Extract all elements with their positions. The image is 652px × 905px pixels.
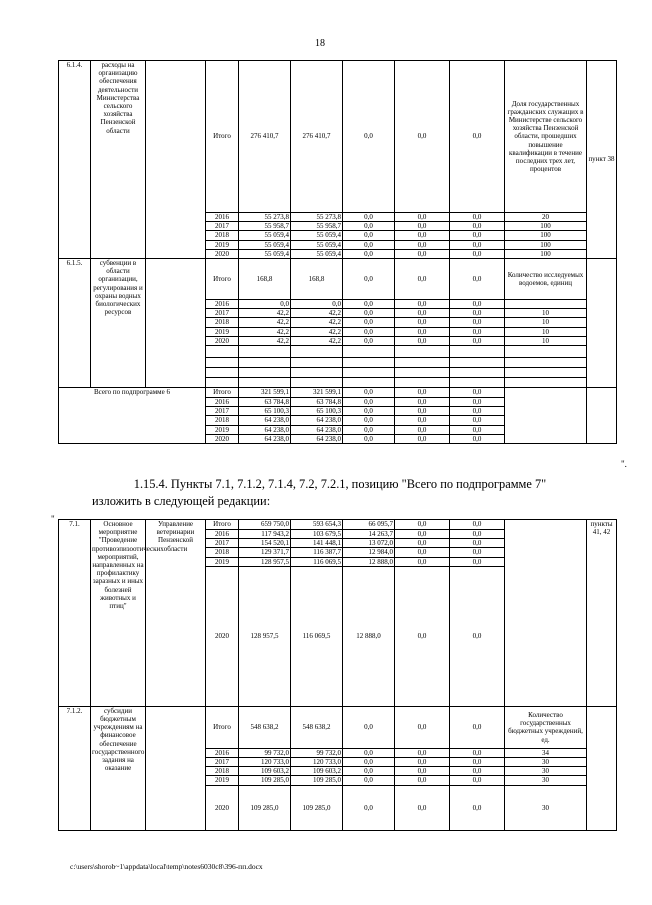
year-cell: 2020 <box>206 336 239 345</box>
total-cell: 42,2 <box>239 327 291 336</box>
indicator-cell <box>505 520 587 707</box>
total-cell: 64 238,0 <box>239 416 291 425</box>
federal-cell: 0,0 <box>343 434 395 443</box>
extrabudget-cell: 0,0 <box>450 318 505 327</box>
municipal-cell: 0,0 <box>395 758 450 767</box>
municipal-cell: 0,0 <box>395 336 450 345</box>
municipal-cell: 0,0 <box>395 213 450 222</box>
extrabudget-cell: 0,0 <box>450 785 505 830</box>
extrabudget-cell: 0,0 <box>450 566 505 706</box>
extrabudget-cell: 0,0 <box>450 309 505 318</box>
year-cell: 2019 <box>206 557 239 566</box>
federal-cell: 66 095,7 <box>343 520 395 530</box>
indicator-cell <box>505 388 587 444</box>
extrabudget-cell: 0,0 <box>450 767 505 776</box>
indicator-value: 100 <box>505 222 587 231</box>
indicator-value: 10 <box>505 309 587 318</box>
municipal-cell: 0,0 <box>395 407 450 416</box>
year-cell: 2018 <box>206 548 239 557</box>
regional-cell: 103 679,5 <box>291 530 343 539</box>
municipal-cell: 0,0 <box>395 785 450 830</box>
municipal-cell: 0,0 <box>395 388 450 398</box>
total-cell: 109 603,2 <box>239 767 291 776</box>
indicator-value: 100 <box>505 249 587 258</box>
year-cell: 2017 <box>206 407 239 416</box>
total-cell: 128 957,5 <box>239 557 291 566</box>
table-row <box>59 520 617 530</box>
federal-cell: 0,0 <box>343 327 395 336</box>
federal-cell: 0,0 <box>343 300 395 309</box>
municipal-cell: 0,0 <box>395 240 450 249</box>
year-cell: 2017 <box>206 539 239 548</box>
table-row <box>59 388 617 398</box>
total-cell: 99 732,0 <box>239 748 291 757</box>
year-cell: 2020 <box>206 566 239 706</box>
extrabudget-cell: 0,0 <box>450 548 505 557</box>
municipal-cell: 0,0 <box>395 548 450 557</box>
amendment-heading-cont: изложить в следующей редакции: <box>92 494 271 508</box>
year-cell: 2017 <box>206 222 239 231</box>
year-cell: Итого <box>206 259 239 300</box>
municipal-cell: 0,0 <box>395 434 450 443</box>
municipal-cell: 0,0 <box>395 318 450 327</box>
regional-cell: 120 733,0 <box>291 758 343 767</box>
total-cell: 154 520,1 <box>239 539 291 548</box>
extrabudget-cell: 0,0 <box>450 425 505 434</box>
item-number: 6.1.4. <box>59 61 91 259</box>
year-cell: 2017 <box>206 309 239 318</box>
executor-cell <box>146 61 206 259</box>
indicator-value: 10 <box>505 318 587 327</box>
municipal-cell: 0,0 <box>395 767 450 776</box>
executor-cell <box>146 706 206 830</box>
total-cell: 42,2 <box>239 336 291 345</box>
extrabudget-cell: 0,0 <box>450 748 505 757</box>
total-cell: 64 238,0 <box>239 434 291 443</box>
extrabudget-cell: 0,0 <box>450 300 505 309</box>
year-cell: Итого <box>206 520 239 530</box>
federal-cell: 0,0 <box>343 240 395 249</box>
federal-cell: 0,0 <box>343 425 395 434</box>
regional-cell: 55 958,7 <box>291 222 343 231</box>
municipal-cell: 0,0 <box>395 557 450 566</box>
year-cell: 2020 <box>206 249 239 258</box>
regional-cell: 116 069,5 <box>291 557 343 566</box>
year-cell: 2016 <box>206 300 239 309</box>
indicator-value: 10 <box>505 336 587 345</box>
year-cell: 2016 <box>206 213 239 222</box>
regional-cell: 55 273,8 <box>291 213 343 222</box>
extrabudget-cell: 0,0 <box>450 539 505 548</box>
regional-cell: 55 059,4 <box>291 240 343 249</box>
year-cell: Итого <box>206 388 239 398</box>
regional-cell: 141 448,1 <box>291 539 343 548</box>
total-cell: 659 750,0 <box>239 520 291 530</box>
regional-cell: 42,2 <box>291 336 343 345</box>
page-number: 18 <box>315 38 325 49</box>
regional-cell: 168,8 <box>291 259 343 300</box>
note-cell: пункты 41, 42 <box>587 520 617 707</box>
indicator-value: 100 <box>505 240 587 249</box>
note-cell <box>587 388 617 444</box>
total-cell: 55 958,7 <box>239 222 291 231</box>
extrabudget-cell: 0,0 <box>450 434 505 443</box>
year-cell: 2016 <box>206 530 239 539</box>
regional-cell: 116 069,5 <box>291 566 343 706</box>
extrabudget-cell: 0,0 <box>450 520 505 530</box>
year-cell: 2020 <box>206 434 239 443</box>
total-cell: 321 599,1 <box>239 388 291 398</box>
federal-cell: 0,0 <box>343 776 395 785</box>
federal-cell: 0,0 <box>343 416 395 425</box>
federal-cell: 12 888,0 <box>343 566 395 706</box>
total-cell: 55 059,4 <box>239 249 291 258</box>
extrabudget-cell: 0,0 <box>450 530 505 539</box>
table-row <box>59 706 617 748</box>
municipal-cell: 0,0 <box>395 222 450 231</box>
municipal-cell: 0,0 <box>395 520 450 530</box>
total-cell: 42,2 <box>239 318 291 327</box>
municipal-cell: 0,0 <box>395 398 450 407</box>
regional-cell: 116 387,7 <box>291 548 343 557</box>
indicator-value: 100 <box>505 231 587 240</box>
regional-cell: 276 410,7 <box>291 61 343 213</box>
total-cell: 0,0 <box>239 300 291 309</box>
regional-cell: 99 732,0 <box>291 748 343 757</box>
table-row <box>59 259 617 300</box>
year-cell: Итого <box>206 61 239 213</box>
note-cell: пункт 38 <box>587 61 617 259</box>
extrabudget-cell: 0,0 <box>450 758 505 767</box>
regional-cell: 109 285,0 <box>291 785 343 830</box>
federal-cell: 0,0 <box>343 388 395 398</box>
federal-cell: 12 888,0 <box>343 557 395 566</box>
year-cell: 2018 <box>206 767 239 776</box>
year-cell: 2016 <box>206 748 239 757</box>
indicator-name: Количество государственных бюджетных учреждений, ед. <box>505 706 587 748</box>
total-cell: 55 273,8 <box>239 213 291 222</box>
regional-cell: 42,2 <box>291 318 343 327</box>
year-cell: 2020 <box>206 785 239 830</box>
note-cell <box>587 259 617 388</box>
municipal-cell: 0,0 <box>395 249 450 258</box>
executor-cell <box>146 259 206 388</box>
municipal-cell: 0,0 <box>395 706 450 748</box>
extrabudget-cell: 0,0 <box>450 213 505 222</box>
federal-cell: 0,0 <box>343 61 395 213</box>
municipal-cell: 0,0 <box>395 259 450 300</box>
regional-cell: 64 238,0 <box>291 425 343 434</box>
item-name: субвенции в области организации, регулирования и охраны водных биологических ресурсов <box>91 259 146 388</box>
note-cell <box>587 706 617 830</box>
extrabudget-cell: 0,0 <box>450 259 505 300</box>
regional-cell: 55 059,4 <box>291 249 343 258</box>
federal-cell: 0,0 <box>343 785 395 830</box>
extrabudget-cell: 0,0 <box>450 416 505 425</box>
extrabudget-cell: 0,0 <box>450 222 505 231</box>
municipal-cell: 0,0 <box>395 566 450 706</box>
federal-cell: 0,0 <box>343 767 395 776</box>
municipal-cell: 0,0 <box>395 327 450 336</box>
file-path-footer: c:\users\shorob~1\appdata\local\temp\notes6030c8\396-пп.docx <box>70 862 263 871</box>
regional-cell: 109 603,2 <box>291 767 343 776</box>
extrabudget-cell: 0,0 <box>450 776 505 785</box>
table-row <box>59 61 617 213</box>
municipal-cell: 0,0 <box>395 530 450 539</box>
total-cell: 55 059,4 <box>239 240 291 249</box>
municipal-cell: 0,0 <box>395 416 450 425</box>
municipal-cell: 0,0 <box>395 300 450 309</box>
indicator-value: 30 <box>505 776 587 785</box>
total-cell: 120 733,0 <box>239 758 291 767</box>
extrabudget-cell: 0,0 <box>450 336 505 345</box>
item-number: 7.1. <box>59 520 91 707</box>
federal-cell: 0,0 <box>343 407 395 416</box>
municipal-cell: 0,0 <box>395 748 450 757</box>
indicator-name: Количество исследуемых водоемов, единиц <box>505 259 587 300</box>
total-cell: 65 100,3 <box>239 407 291 416</box>
year-cell: 2019 <box>206 327 239 336</box>
total-cell: 117 943,2 <box>239 530 291 539</box>
federal-cell: 0,0 <box>343 222 395 231</box>
indicator-value: 30 <box>505 785 587 830</box>
federal-cell: 12 984,0 <box>343 548 395 557</box>
extrabudget-cell: 0,0 <box>450 407 505 416</box>
extrabudget-cell: 0,0 <box>450 398 505 407</box>
regional-cell: 42,2 <box>291 309 343 318</box>
indicator-value: 30 <box>505 758 587 767</box>
regional-cell: 64 238,0 <box>291 416 343 425</box>
federal-cell: 0,0 <box>343 309 395 318</box>
regional-cell: 64 238,0 <box>291 434 343 443</box>
total-cell: 129 371,7 <box>239 548 291 557</box>
regional-cell: 55 059,4 <box>291 231 343 240</box>
municipal-cell: 0,0 <box>395 61 450 213</box>
federal-cell: 0,0 <box>343 259 395 300</box>
regional-cell: 65 100,3 <box>291 407 343 416</box>
item-name: Основное мероприятие "Проведение противоэпизоотических мероприятий, направленных на профилактику заразных и иных болезней животных и птиц" <box>91 520 146 707</box>
year-cell: 2018 <box>206 231 239 240</box>
federal-cell: 14 263,7 <box>343 530 395 539</box>
item-number: 7.1.2. <box>59 706 91 830</box>
extrabudget-cell: 0,0 <box>450 706 505 748</box>
year-cell: 2019 <box>206 240 239 249</box>
total-cell: 548 638,2 <box>239 706 291 748</box>
table-subprogram-6 <box>58 60 617 444</box>
year-cell: 2019 <box>206 776 239 785</box>
extrabudget-cell: 0,0 <box>450 231 505 240</box>
year-cell: 2018 <box>206 416 239 425</box>
total-cell: 55 059,4 <box>239 231 291 240</box>
indicator-value: 34 <box>505 748 587 757</box>
extrabudget-cell: 0,0 <box>450 249 505 258</box>
total-cell: 128 957,5 <box>239 566 291 706</box>
indicator-name: Доля государственных гражданских служащих в Министерстве сельского хозяйства Пензенской области, прошедших повышение квалификации в течение последних трех лет, процентов <box>505 61 587 213</box>
indicator-value: 20 <box>505 213 587 222</box>
subprogram-total-label: Всего по подпрограмме 6 <box>59 388 206 444</box>
total-cell: 276 410,7 <box>239 61 291 213</box>
closing-quote: ". <box>621 459 627 469</box>
regional-cell: 548 638,2 <box>291 706 343 748</box>
table-subprogram-7 <box>58 519 617 831</box>
federal-cell: 0,0 <box>343 249 395 258</box>
indicator-value: 10 <box>505 327 587 336</box>
total-cell: 109 285,0 <box>239 776 291 785</box>
municipal-cell: 0,0 <box>395 309 450 318</box>
total-cell: 64 238,0 <box>239 425 291 434</box>
regional-cell: 63 784,8 <box>291 398 343 407</box>
item-number: 6.1.5. <box>59 259 91 388</box>
total-cell: 109 285,0 <box>239 785 291 830</box>
year-cell: Итого <box>206 706 239 748</box>
municipal-cell: 0,0 <box>395 231 450 240</box>
federal-cell: 0,0 <box>343 318 395 327</box>
year-cell: 2016 <box>206 398 239 407</box>
year-cell: 2019 <box>206 425 239 434</box>
item-name: субсидии бюджетным учреждениям на финансовое обеспечение государственного задания на оказание <box>91 706 146 830</box>
executor-cell: Управление ветеринарии Пензенской области <box>146 520 206 707</box>
federal-cell: 0,0 <box>343 398 395 407</box>
extrabudget-cell: 0,0 <box>450 557 505 566</box>
federal-cell: 0,0 <box>343 748 395 757</box>
municipal-cell: 0,0 <box>395 776 450 785</box>
amendment-heading: 1.15.4. Пункты 7.1, 7.1.2, 7.1.4, 7.2, 7.2.1, позицию "Всего по подпрограмме 7" <box>133 477 547 491</box>
total-cell: 42,2 <box>239 309 291 318</box>
extrabudget-cell: 0,0 <box>450 240 505 249</box>
regional-cell: 321 599,1 <box>291 388 343 398</box>
indicator-value <box>505 300 587 309</box>
federal-cell: 0,0 <box>343 706 395 748</box>
item-name: расходы на организацию обеспечения деятельности Министерства сельского хозяйства Пензенской области <box>91 61 146 259</box>
total-cell: 63 784,8 <box>239 398 291 407</box>
extrabudget-cell: 0,0 <box>450 327 505 336</box>
total-cell: 168,8 <box>239 259 291 300</box>
federal-cell: 13 072,0 <box>343 539 395 548</box>
municipal-cell: 0,0 <box>395 539 450 548</box>
federal-cell: 0,0 <box>343 231 395 240</box>
federal-cell: 0,0 <box>343 336 395 345</box>
federal-cell: 0,0 <box>343 213 395 222</box>
extrabudget-cell: 0,0 <box>450 388 505 398</box>
year-cell: 2017 <box>206 758 239 767</box>
regional-cell: 0,0 <box>291 300 343 309</box>
municipal-cell: 0,0 <box>395 425 450 434</box>
year-cell: 2018 <box>206 318 239 327</box>
regional-cell: 109 285,0 <box>291 776 343 785</box>
regional-cell: 593 654,3 <box>291 520 343 530</box>
regional-cell: 42,2 <box>291 327 343 336</box>
opening-quote: " <box>51 514 55 524</box>
indicator-value: 30 <box>505 767 587 776</box>
federal-cell: 0,0 <box>343 758 395 767</box>
extrabudget-cell: 0,0 <box>450 61 505 213</box>
